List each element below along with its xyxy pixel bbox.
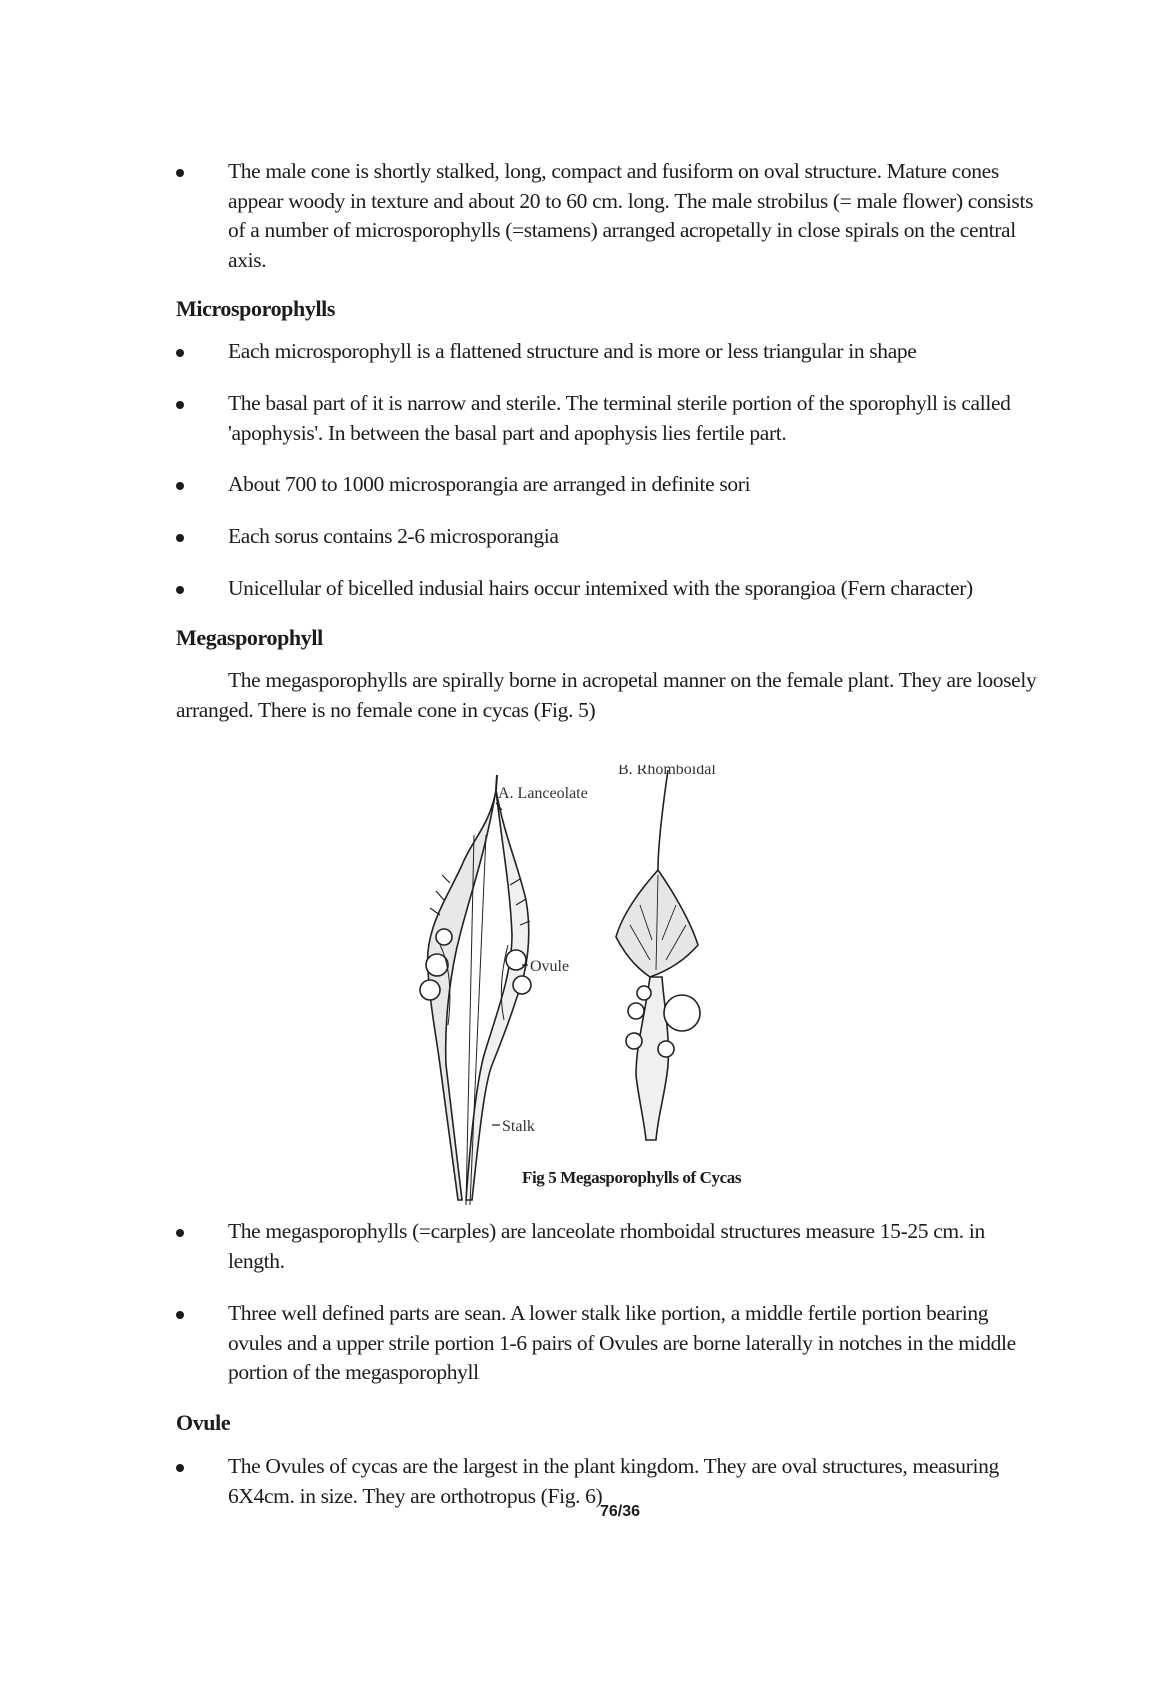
heading-microsporophylls: Microsporophylls — [176, 296, 336, 321]
bullet-microsporophyll-shape: Each microsporophyll is a flattened structure and is more or less triangular in shape — [176, 337, 1046, 367]
label-rhomboidal: B. Rhomboidal — [618, 765, 716, 778]
lanceolate-megasporophyll — [420, 775, 531, 1205]
bullet-icon — [176, 586, 184, 594]
heading-ovule: Ovule — [176, 1410, 231, 1435]
bullet-basal-part: The basal part of it is narrow and sterile. The terminal sterile portion of the sporophyll is called 'apophysis'. In between the basal part and apophysis lies fertile part. — [176, 389, 1046, 448]
figure-caption: Fig 5 Megasporophylls of Cycas — [522, 1168, 742, 1187]
bullet-icon — [176, 534, 184, 542]
bullet-male-cone: The male cone is shortly stalked, long, compact and fusiform on oval structure. Mature cones appear woody in texture and about 20 to 60 cm. long. The male strobilus (= male flower) consists of a number of microsporophylls (=stamens) arranged acropetally in close spirals on the central axis. — [176, 157, 1046, 275]
figure-megasporophylls — [400, 765, 800, 1210]
bullet-sorus: Each sorus contains 2-6 microsporangia — [176, 522, 1046, 552]
megasporophyll-paragraph: The megasporophylls are spirally borne in acropetal manner on the female plant. They are loosely arranged. There is no female cone in cycas (Fig. 5) — [176, 668, 1037, 722]
bullet-icon — [176, 1311, 184, 1319]
bullet-icon — [176, 401, 184, 409]
bullet-icon — [176, 1229, 184, 1237]
label-stalk: Stalk — [502, 1118, 535, 1135]
rhomboidal-megasporophyll — [616, 770, 700, 1140]
heading-megasporophyll: Megasporophyll — [176, 625, 323, 650]
bullet-icon — [176, 169, 184, 177]
bullet-megasporophyll-shape: The megasporophylls (=carples) are lanceolate rhomboidal structures measure 15-25 cm. in length. — [176, 1217, 1046, 1276]
bullet-icon — [176, 349, 184, 357]
label-lanceolate: A. Lanceolate — [498, 785, 588, 802]
label-ovule: Ovule — [530, 958, 570, 975]
bullet-ovule-size: The Ovules of cycas are the largest in the plant kingdom. They are oval structures, measuring 6X4cm. in size. They are orthotropus (Fig. 6) — [176, 1452, 1046, 1511]
megasporophyll-illustration — [400, 765, 800, 1210]
bullet-icon — [176, 1464, 184, 1472]
bullet-indusial-hairs: Unicellular of bicelled indusial hairs occur intemixed with the sporangioa (Fern character) — [176, 574, 1046, 604]
bullet-three-parts: Three well defined parts are sean. A lower stalk like portion, a middle fertile portion bearing ovules and a upper strile portion 1-6 pairs of Ovules are borne laterally in notches in the middle portion of the megasporophyll — [176, 1299, 1046, 1388]
page-number: 76/36 — [600, 1503, 641, 1520]
bullet-icon — [176, 482, 184, 490]
bullet-microsporangia-count: About 700 to 1000 microsporangia are arranged in definite sori — [176, 470, 1046, 500]
